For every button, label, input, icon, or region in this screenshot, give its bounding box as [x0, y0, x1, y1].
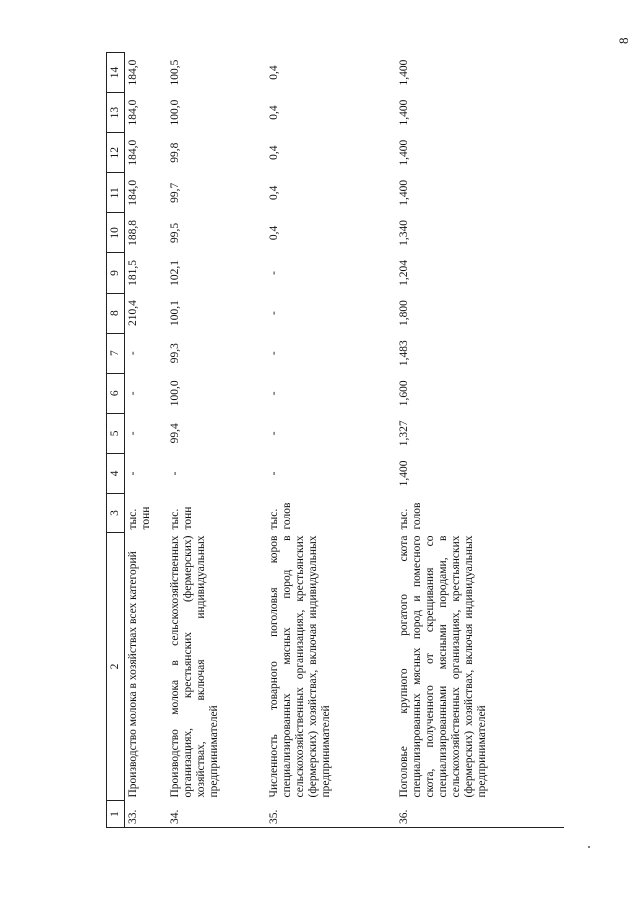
value-cell: -: [127, 471, 139, 476]
value-cell: 100,1: [169, 300, 181, 327]
value-cell: 100,5: [169, 59, 181, 86]
table-row: [167, 52, 266, 827]
value-cell: 210,4: [127, 300, 139, 327]
value-cell: -: [127, 351, 139, 356]
indicator-name: Производство молока в сельскохозяйственных организациях, крестьянских (фермерских) хозяйствах, включая индивидуальных предпринимателей: [169, 535, 220, 798]
value-cell: 0,4: [268, 225, 280, 241]
value-cell: -: [268, 471, 280, 476]
value-cell: 0,4: [268, 105, 280, 120]
rotated-table-wrapper: [106, 52, 614, 828]
row-number: 36.: [396, 801, 564, 828]
value-cell: -: [268, 431, 280, 436]
indicator-name: Производство молока в хозяйствах всех категорий: [127, 551, 139, 798]
value-cell: 1,400: [398, 179, 410, 206]
value-cell: 1,327: [398, 420, 410, 447]
value-cell: -: [169, 471, 181, 476]
value-cell: 1,400: [398, 59, 410, 86]
value-cell: -: [268, 351, 280, 356]
value-cell: 1,400: [398, 99, 410, 126]
value-cell: -: [127, 431, 139, 436]
value-cell: -: [268, 271, 280, 275]
value-cell: 0,4: [268, 185, 280, 200]
value-cell: 1,204: [398, 260, 410, 286]
column-header: 11: [107, 173, 125, 213]
column-header: 5: [107, 413, 125, 453]
row-number: 33.: [125, 801, 168, 828]
column-header: 13: [107, 93, 125, 133]
column-header: 3: [107, 494, 125, 533]
unit-cell: тыс. голов: [398, 502, 423, 530]
column-header: 12: [107, 133, 125, 173]
value-cell: 99,5: [169, 222, 181, 243]
row-number: 35.: [266, 801, 396, 828]
value-cell: 184,0: [127, 99, 139, 126]
row-number: 34.: [167, 801, 266, 828]
value-cell: 1,340: [398, 219, 410, 246]
table-row: [266, 52, 396, 827]
table-row: [396, 52, 564, 827]
indicator-name: Поголовье крупного рогатого скота специализированных мясных пород и помесного скота, полученного от скрещивания со специализированными мясными породами, в сельскохозяйственных организациях, крестьянских (фермерских) хозяйствах, включая индивидуальных предпринимателей: [398, 535, 488, 798]
value-cell: 99,8: [169, 142, 181, 163]
column-header: 8: [107, 293, 125, 333]
value-cell: 1,483: [398, 340, 410, 367]
value-cell: 1,800: [398, 300, 410, 327]
value-cell: 1,400: [398, 139, 410, 166]
unit-cell: тыс. тонн: [127, 506, 152, 530]
value-cell: -: [127, 391, 139, 396]
value-cell: 184,0: [127, 179, 139, 206]
value-cell: 1,400: [398, 460, 410, 487]
value-cell: 184,0: [127, 59, 139, 86]
unit-cell: тыс. голов: [268, 502, 293, 530]
column-header: 7: [107, 333, 125, 373]
value-cell: 99,3: [169, 343, 181, 364]
column-header: 14: [107, 52, 125, 92]
column-header: 6: [107, 373, 125, 413]
value-cell: 100,0: [169, 380, 181, 407]
value-cell: 99,4: [169, 423, 181, 444]
value-cell: 188,8: [127, 219, 139, 246]
value-cell: 181,5: [127, 260, 139, 286]
indicators-table: [106, 52, 564, 828]
column-header: 4: [107, 453, 125, 493]
table-header-row: [107, 52, 125, 827]
unit-cell: тыс. тонн: [169, 506, 194, 530]
scan-speck: [588, 846, 590, 848]
value-cell: -: [268, 391, 280, 396]
column-header: 2: [107, 533, 125, 801]
value-cell: 100,0: [169, 99, 181, 126]
value-cell: 99,7: [169, 182, 181, 203]
value-cell: 102,1: [169, 260, 181, 286]
page-number: 8: [616, 37, 631, 44]
indicator-name: Численность товарного поголовья коров специализированных мясных пород в сельскохозяйственных организациях, крестьянских (фермерских) хозяйствах, включая индивидуальных предпринимателей: [268, 535, 332, 798]
table-row: [125, 52, 168, 827]
value-cell: 0,4: [268, 65, 280, 80]
value-cell: -: [268, 311, 280, 315]
column-header: 10: [107, 213, 125, 253]
column-header: 9: [107, 253, 125, 293]
value-cell: 1,600: [398, 380, 410, 407]
value-cell: 184,0: [127, 139, 139, 166]
value-cell: 0,4: [268, 145, 280, 160]
column-header: 1: [107, 801, 125, 828]
